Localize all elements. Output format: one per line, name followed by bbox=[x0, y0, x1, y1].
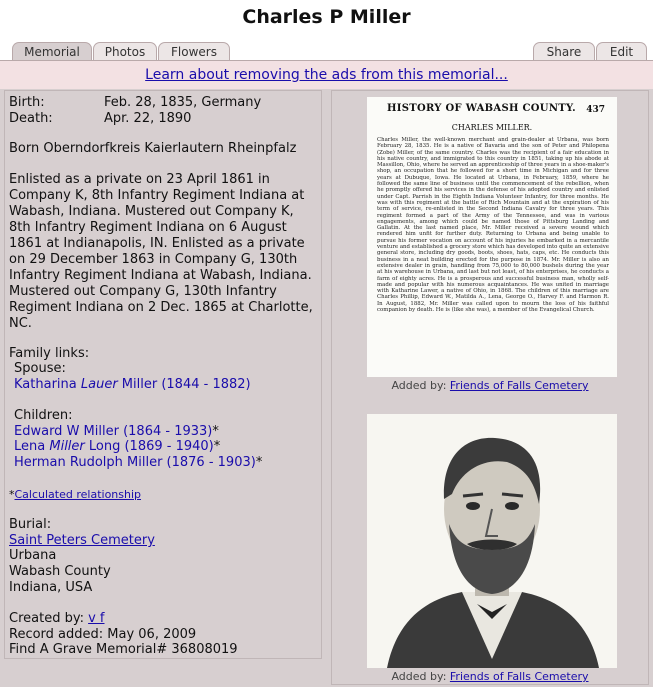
doc-subtitle: CHARLES MILLER. bbox=[451, 123, 533, 132]
bio-military: Enlisted as a private on 23 April 1861 in Company K, 8th Infantry Regiment Indiana at Wabash, Indiana. Mustered out Company K, 8th Infantry Regiment Indiana on 6 August 1861 at Indianapolis, IN. Enlisted as a private on 29 December 1863 in Company G, 130th Infantry Regiment Indiana at Wabash, Indiana. Mustered out Company G, 130th Infantry Regiment Indiana on 2 Dec. 1865 at Charlotte, NC. bbox=[9, 172, 313, 331]
remove-ads-link[interactable]: Learn about removing the ads from this memorial... bbox=[145, 67, 508, 83]
memorial-id: Find A Grave Memorial# 36808019 bbox=[9, 642, 238, 657]
death-value: Apr. 22, 1890 bbox=[104, 111, 192, 126]
birth-label: Birth: bbox=[9, 95, 45, 110]
death-label: Death: bbox=[9, 111, 53, 126]
memorial-details-panel bbox=[4, 90, 322, 659]
calculated-relationship-link[interactable]: Calculated relationship bbox=[14, 488, 142, 501]
death-row bbox=[9, 111, 191, 127]
spouse-link[interactable]: Katharina Lauer Miller (1844 - 1882) bbox=[14, 377, 251, 392]
cemetery-row bbox=[9, 533, 155, 549]
ad-removal-bar bbox=[0, 60, 653, 89]
portrait-illustration bbox=[367, 414, 617, 668]
doc-page-number: 437 bbox=[586, 105, 605, 115]
birth-value: Feb. 28, 1835, Germany bbox=[104, 95, 262, 110]
doc-title: HISTORY OF WABASH COUNTY. bbox=[387, 103, 576, 114]
page-title: Charles P Miller bbox=[0, 0, 653, 40]
cemetery-link[interactable]: Saint Peters Cemetery bbox=[9, 533, 155, 548]
child-link[interactable]: Herman Rudolph Miller (1876 - 1903)* bbox=[14, 455, 263, 470]
children-heading: Children: bbox=[14, 408, 73, 423]
bio-birthplace: Born Oberndorfkreis Kaierlautern Rheinpfalz bbox=[9, 141, 297, 156]
birth-row bbox=[9, 95, 261, 111]
photos-panel bbox=[331, 90, 649, 685]
tab-flowers[interactable]: Flowers bbox=[158, 42, 230, 61]
burial-state: Indiana, USA bbox=[9, 580, 93, 595]
tab-edit[interactable]: Edit bbox=[596, 42, 647, 61]
portrait-caption: Added by: Friends of Falls Cemetery bbox=[391, 670, 589, 683]
tab-photos[interactable]: Photos bbox=[93, 42, 157, 61]
creator-link[interactable]: v f bbox=[88, 611, 105, 626]
created-by-row: Created by: v f bbox=[9, 611, 105, 626]
burial-heading: Burial: bbox=[9, 517, 52, 532]
doc-body-text: Charles Miller, the well-known merchant and grain-dealer at Urbana, was born February 28, 1835. He is a native of Bavaria and the son of Peter and Philopena (Zobe) Miller, of the same country. Charles was the recipient of a fair education in his native country, and immigrated to this country in 1851, taking up his abode at Massillon, Ohio, where he served an apprenticeship of three years in a shoe-maker's shop, an occupation that he followed for a short time in Michigan and for three years at Dubuque, Iowa. He located at Urbana, in February, 1859, where he followed the same line of business until the commencement of the rebellion, when he promptly offered his services in the defense of his adopted country and enlisted under Capt. Parrish in the Eighth Indiana Volunteer Infantry, for three months. He was with this regiment at the battle of Rich Mountain and at the expiration of his term of service, re-enlisted in the Second Indiana Cavalry for three years. This regiment formed a part of the Army of the Tennessee, and was in various engagements, among which could be named those of Pittsburg Landing and Gallatin. At the last named place, Mr. Miller received a severe wound which rendered him unfit for further duty. Returning to Urbana and being unable to pursue his former vocation on account of his injuries he embarked in a mercantile venture and established a grocery store which has developed into quite an extensive general store, including dry goods, boots, shoes, hats, caps, etc. He conducts this business in a neat building erected for the purpose in 1874. Mr. Miller is also an extensive dealer in grain, handling from 75,000 to 80,000 bushels during the year at his warehouse in Urbana, and last but not least, of his enterprises, he conducts a farm of eighty acres. He is a prosperous and successful business man, wholly self-made and popular with his numerous acquaintances. He was united in marriage with Katharine Lawer, a native of Ohio, in 1868. The children of this marriage are Charles Phillip, Edward W., Matilda A., Lena, George O., Harvey F. and Harmon R. In August, 1882, Mr. Miller was called upon to mourn the loss of his faithful companion by death. He is (like she was), a member of the Evangelical Church. bbox=[377, 137, 609, 314]
tab-share[interactable]: Share bbox=[533, 42, 595, 61]
child-link[interactable]: Edward W Miller (1864 - 1933)* bbox=[14, 424, 219, 439]
calculated-relationship-note: *Calculated relationship bbox=[9, 488, 142, 501]
portrait-contributor-link[interactable]: Friends of Falls Cemetery bbox=[449, 670, 589, 683]
photo-contributor-link[interactable]: Friends of Falls Cemetery bbox=[449, 379, 589, 392]
burial-city: Urbana bbox=[9, 548, 57, 563]
portrait-photo[interactable] bbox=[367, 414, 617, 668]
family-links-heading: Family links: bbox=[9, 346, 90, 361]
history-page-photo[interactable] bbox=[367, 97, 617, 377]
photo-caption: Added by: Friends of Falls Cemetery bbox=[391, 379, 589, 392]
burial-county: Wabash County bbox=[9, 564, 111, 579]
spouse-heading: Spouse: bbox=[14, 361, 66, 376]
child-link[interactable]: Lena Miller Long (1869 - 1940)* bbox=[14, 439, 221, 454]
tab-memorial[interactable]: Memorial bbox=[12, 42, 92, 62]
record-added: Record added: May 06, 2009 bbox=[9, 627, 197, 642]
